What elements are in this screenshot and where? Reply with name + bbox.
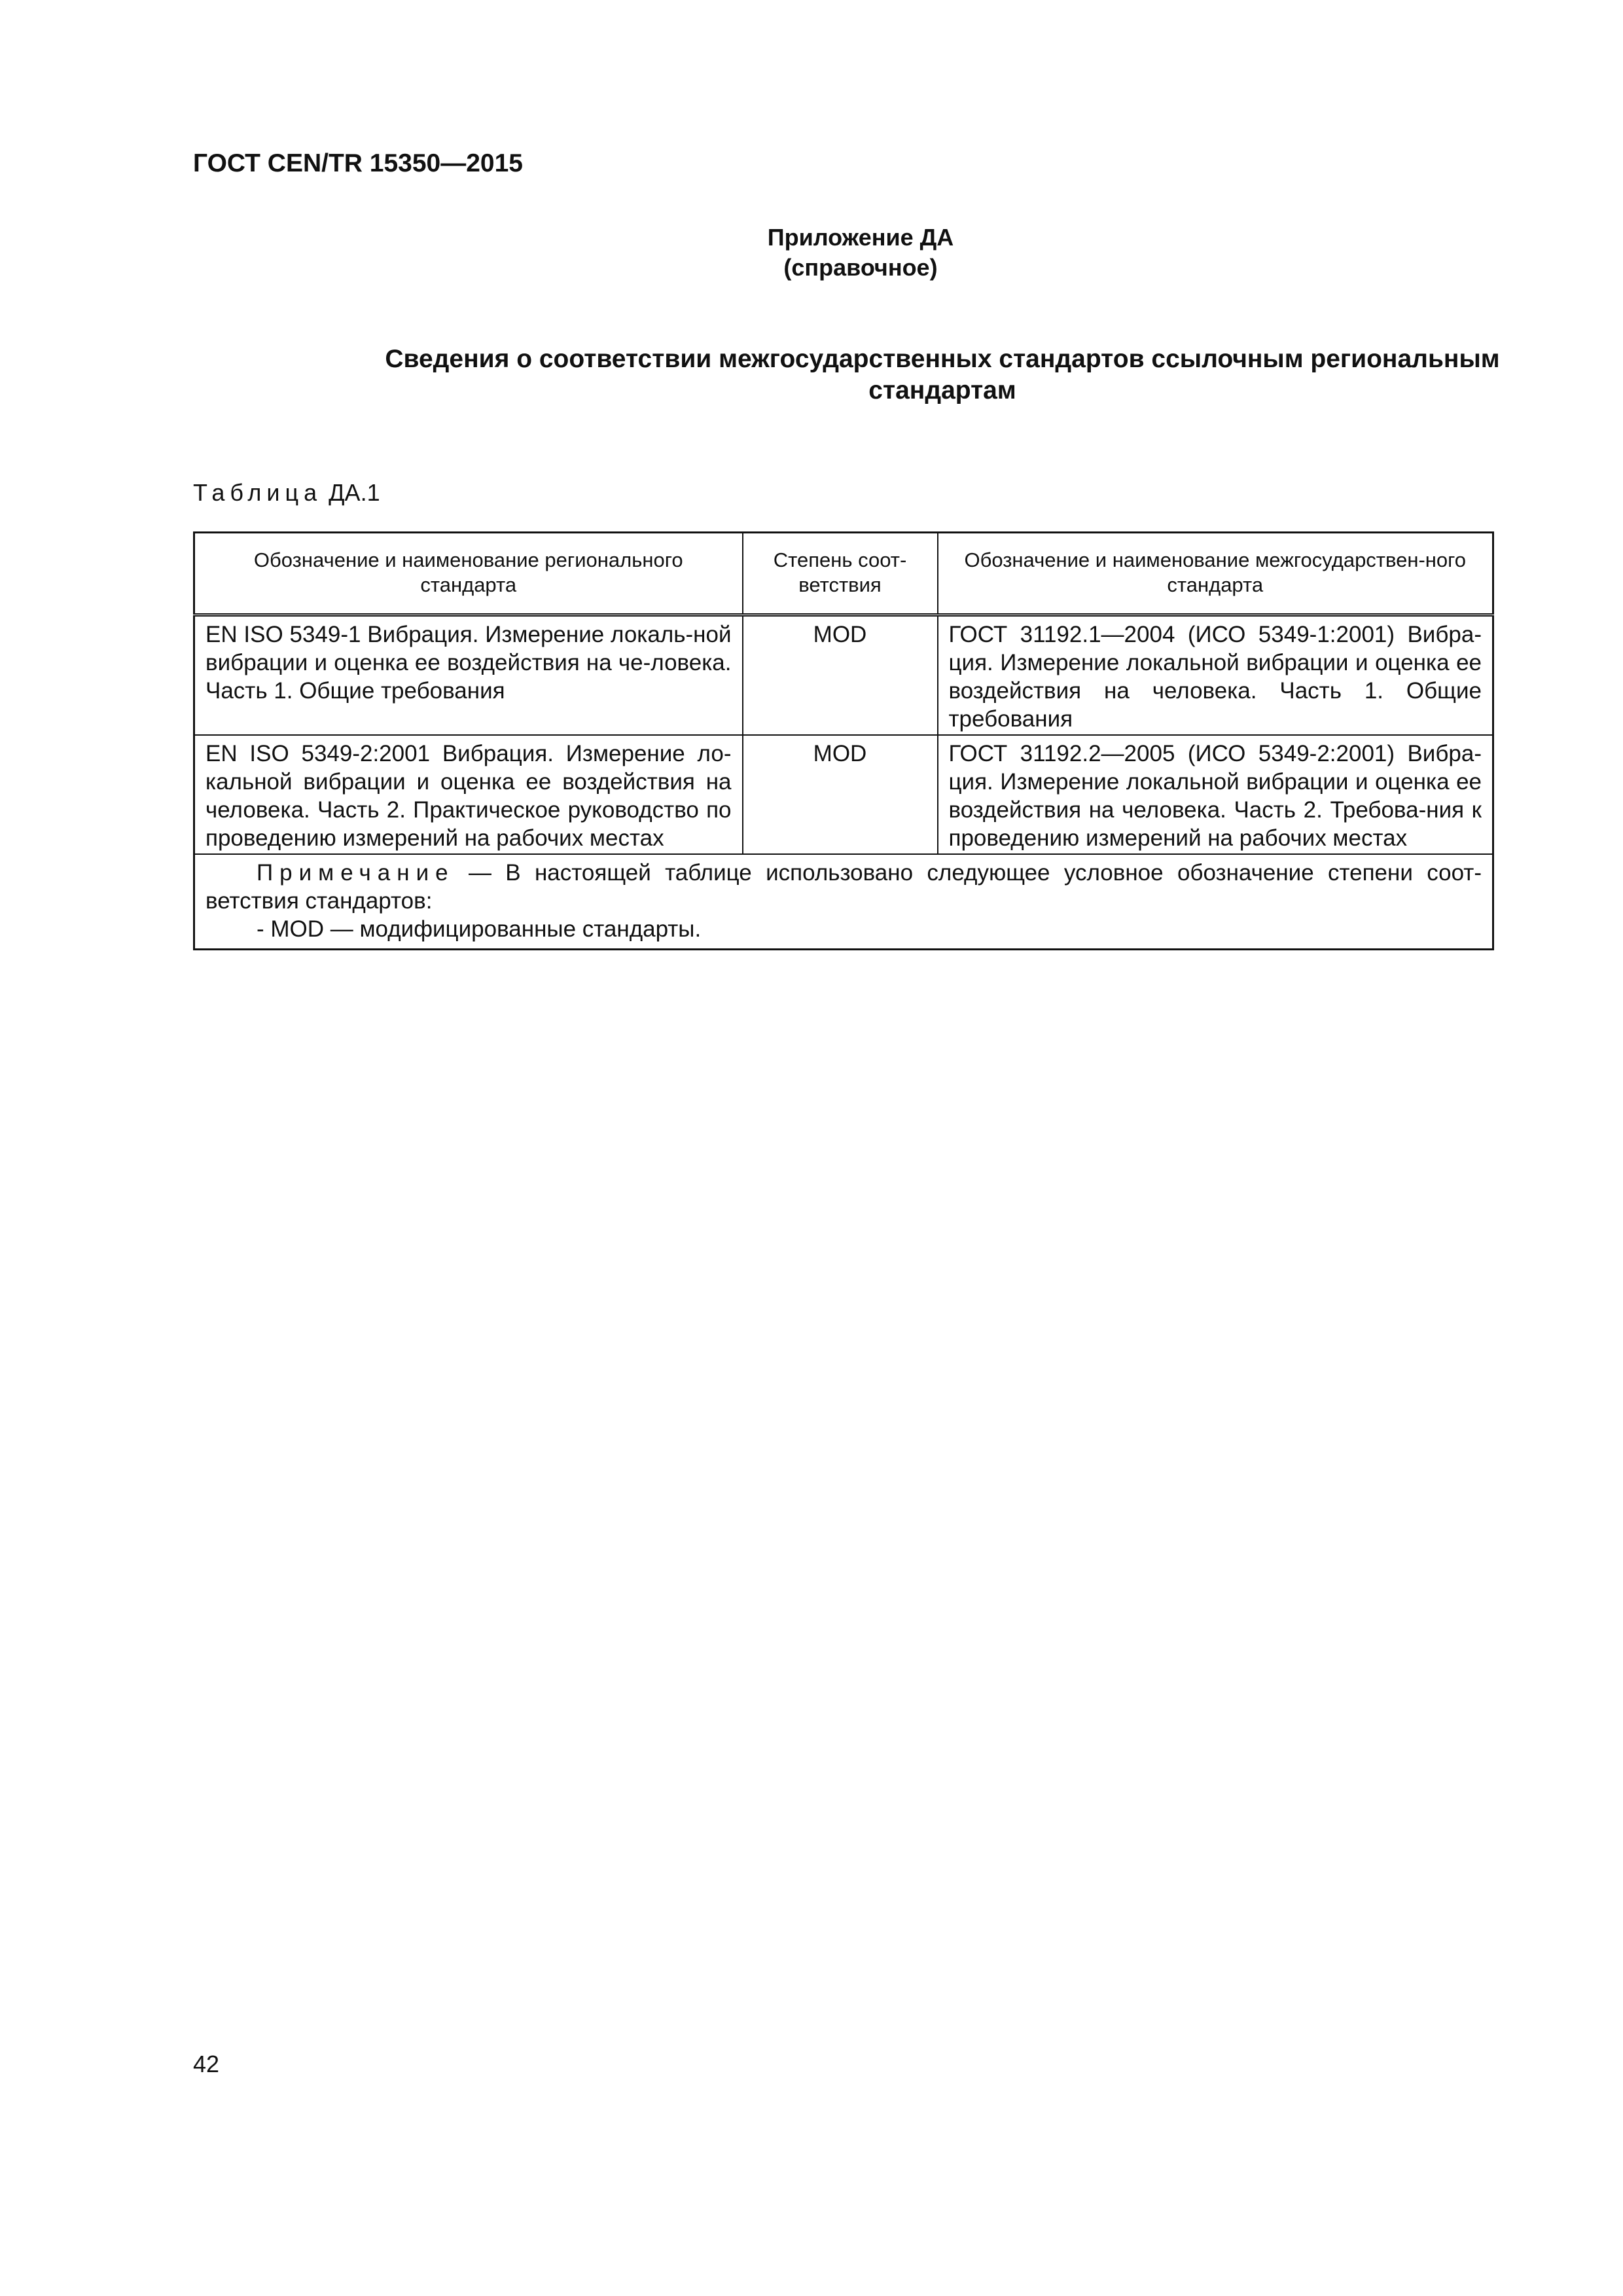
standards-table	[193, 531, 1494, 950]
cell-regional-standard: EN ISO 5349-1 Вибрация. Измерение локаль-ной вибрации и оценка ее воздействия на че-ловека. Часть 1. Общие требования	[194, 615, 743, 736]
section-title	[193, 344, 1623, 406]
cell-regional-standard: EN ISO 5349-2:2001 Вибрация. Измерение ло-кальной вибрации и оценка ее воздействия на человека. Часть 2. Практическое руководство по проведению измерений на рабочих местах	[194, 735, 743, 854]
column-header-degree: Степень соот-ветствия	[743, 533, 938, 615]
appendix-kind: (справочное)	[783, 254, 938, 281]
note-label: Примечание	[257, 860, 455, 886]
document-header: ГОСТ CEN/TR 15350—2015	[193, 149, 523, 177]
table-caption	[193, 479, 380, 507]
note-item: - MOD — модифицированные стандарты.	[257, 916, 702, 942]
cell-interstate-standard: ГОСТ 31192.1—2004 (ИСО 5349-1:2001) Вибра-ция. Измерение локальной вибрации и оценка ее воздействия на человека. Часть 1. Общие требования	[938, 615, 1493, 736]
cell-degree: MOD	[743, 615, 938, 736]
table-caption-word: Таблица	[193, 479, 323, 506]
appendix-title: Приложение ДА	[767, 224, 954, 251]
section-title-line-2: стандартам	[868, 376, 1016, 404]
cell-interstate-standard: ГОСТ 31192.2—2005 (ИСО 5349-2:2001) Вибра-ция. Измерение локальной вибрации и оценка ее воздействия на человека. Часть 2. Требова-ния к проведению измерений на рабочих местах	[938, 735, 1493, 854]
note-paragraph	[205, 859, 1482, 915]
table-note-row	[194, 854, 1493, 950]
appendix-heading	[0, 223, 1623, 283]
page-number: 42	[193, 2051, 220, 2077]
table-note	[194, 854, 1493, 950]
cell-degree: MOD	[743, 735, 938, 854]
table-caption-number: ДА.1	[329, 479, 380, 506]
table-header-row	[194, 533, 1493, 615]
column-header-regional: Обозначение и наименование регионального стандарта	[194, 533, 743, 615]
column-header-interstate: Обозначение и наименование межгосударствен-ного стандарта	[938, 533, 1493, 615]
section-title-line-1: Сведения о соответствии межгосударственных стандартов ссылочным региональным	[385, 345, 1500, 373]
note-text: — В настоящей таблице использовано следующее условное обозначение степени соот-ветствия стандартов:	[205, 860, 1482, 914]
table-row	[194, 615, 1493, 736]
table-row	[194, 735, 1493, 854]
